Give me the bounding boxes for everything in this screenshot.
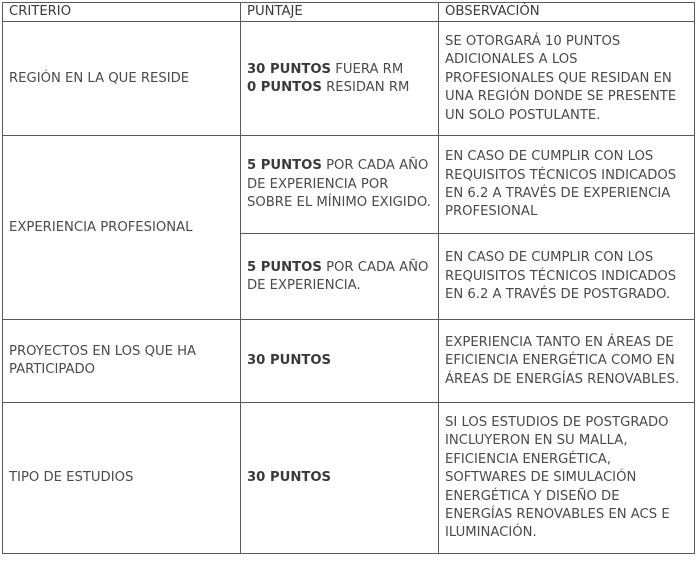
table-row xyxy=(3,136,695,234)
puntaje-cell xyxy=(241,136,439,234)
criterio-cell: PROYECTOS EN LOS QUE HA PARTICIPADO xyxy=(3,320,241,403)
observacion-cell: EN CASO DE CUMPLIR CON LOS REQUISITOS TÉCNICOS INDICADOS EN 6.2 A TRAVÉS DE POSTGRADO. xyxy=(439,234,695,320)
puntaje-cell xyxy=(241,234,439,320)
puntaje-line xyxy=(247,79,432,97)
header-criterio: CRITERIO xyxy=(3,3,241,22)
header-observacion: OBSERVACIÓN xyxy=(439,3,695,22)
puntaje-cell xyxy=(241,403,439,554)
puntaje-points: 0 PUNTOS xyxy=(247,79,322,95)
evaluation-criteria-table xyxy=(2,2,695,554)
observacion-cell: EN CASO DE CUMPLIR CON LOS REQUISITOS TÉCNICOS INDICADOS EN 6.2 A TRAVÉS DE EXPERIENCIA PROFESIONAL xyxy=(439,136,695,234)
puntaje-text: POR CADA AÑO DE EXPERIENCIA POR SOBRE EL MÍNIMO EXIGIDO. xyxy=(247,158,431,211)
puntaje-points: 30 PUNTOS xyxy=(247,61,332,77)
puntaje-points: 30 PUNTOS xyxy=(247,353,332,369)
puntaje-text: POR CADA AÑO DE EXPERIENCIA. xyxy=(247,259,429,293)
observacion-cell: EXPERIENCIA TANTO EN ÁREAS DE EFICIENCIA ENERGÉTICA COMO EN ÁREAS DE ENERGÍAS RENOVABLES. xyxy=(439,320,695,403)
puntaje-text: FUERA RM xyxy=(331,61,404,77)
observacion-cell: SI LOS ESTUDIOS DE POSTGRADO INCLUYERON EN SU MALLA, EFICIENCIA ENERGÉTICA, SOFTWARES DE SIMULACIÓN ENERGÉTICA Y DISEÑO DE ENERGÍAS RENOVABLES EN ACS E ILUMINACIÓN. xyxy=(439,403,695,554)
criterio-cell: REGIÓN EN LA QUE RESIDE xyxy=(3,22,241,136)
table-row xyxy=(3,320,695,403)
puntaje-cell xyxy=(241,22,439,136)
table-row xyxy=(3,403,695,554)
observacion-cell: SE OTORGARÁ 10 PUNTOS ADICIONALES A LOS PROFESIONALES QUE RESIDAN EN UNA REGIÓN DONDE SE PRESENTE UN SOLO POSTULANTE. xyxy=(439,22,695,136)
puntaje-points: 5 PUNTOS xyxy=(247,158,322,174)
puntaje-text: RESIDAN RM xyxy=(321,79,410,95)
puntaje-cell xyxy=(241,320,439,403)
table-row xyxy=(3,22,695,136)
puntaje-points: 30 PUNTOS xyxy=(247,470,332,486)
puntaje-line xyxy=(247,61,432,79)
criterio-cell: EXPERIENCIA PROFESIONAL xyxy=(3,136,241,320)
header-row xyxy=(3,3,695,22)
criterio-cell: TIPO DE ESTUDIOS xyxy=(3,403,241,554)
header-puntaje: PUNTAJE xyxy=(241,3,439,22)
puntaje-points: 5 PUNTOS xyxy=(247,259,322,275)
